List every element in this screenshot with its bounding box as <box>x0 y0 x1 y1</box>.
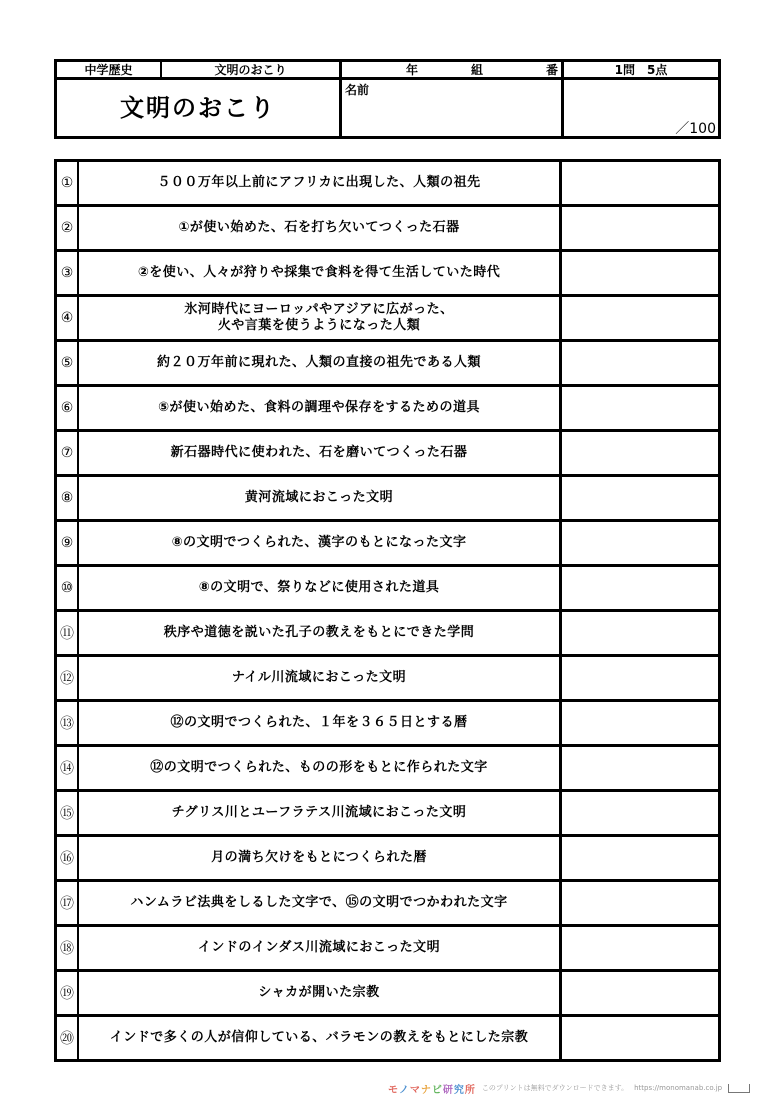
question-row <box>57 252 718 297</box>
question-text: ナイル川流域におこった文明 <box>79 657 562 699</box>
question-row <box>57 882 718 927</box>
question-number: ③ <box>57 252 79 294</box>
footer-note: このプリントは無料でダウンロードできます。 <box>481 1084 629 1092</box>
question-text: ⑫の文明でつくられた、ものの形をもとに作られた文字 <box>79 747 562 789</box>
question-number: ⑫ <box>57 657 79 699</box>
question-row <box>57 792 718 837</box>
worksheet-header <box>54 59 721 139</box>
answer-field[interactable] <box>562 252 718 294</box>
question-text: 秩序や道徳を説いた孔子の教えをもとにできた学問 <box>79 612 562 654</box>
question-text: ①が使い始めた、石を打ち欠いてつくった石器 <box>79 207 562 249</box>
answer-field[interactable] <box>562 432 718 474</box>
answer-field[interactable] <box>562 342 718 384</box>
score-total: ／100 <box>675 121 716 137</box>
question-row <box>57 207 718 252</box>
question-number: ⑯ <box>57 837 79 879</box>
question-text: インドのインダス川流域におこった文明 <box>79 927 562 969</box>
question-text: 黄河流域におこった文明 <box>79 477 562 519</box>
question-number: ⑦ <box>57 432 79 474</box>
answer-field[interactable] <box>562 882 718 924</box>
question-row <box>57 297 718 342</box>
question-text: チグリス川とユーフラテス川流域におこった文明 <box>79 792 562 834</box>
question-number: ⑧ <box>57 477 79 519</box>
answer-field[interactable] <box>562 477 718 519</box>
question-row <box>57 342 718 387</box>
answer-field[interactable] <box>562 972 718 1014</box>
question-row <box>57 837 718 882</box>
question-number: ⑱ <box>57 927 79 969</box>
question-number: ④ <box>57 297 79 339</box>
answer-field[interactable] <box>562 747 718 789</box>
question-text: インドで多くの人が信仰している、バラモンの教えをもとにした宗教 <box>79 1017 562 1059</box>
question-number: ① <box>57 162 79 204</box>
question-text: 氷河時代にヨーロッパやアジアに広がった、 火や言葉を使うようになった人類 <box>79 297 562 339</box>
answer-field[interactable] <box>562 792 718 834</box>
question-text: ⑫の文明でつくられた、１年を３６５日とする暦 <box>79 702 562 744</box>
question-row <box>57 747 718 792</box>
question-text: 月の満ち欠けをもとにつくられた暦 <box>79 837 562 879</box>
question-text: ⑧の文明で、祭りなどに使用された道具 <box>79 567 562 609</box>
score-field[interactable] <box>564 80 718 139</box>
answer-field[interactable] <box>562 297 718 339</box>
number-label: 番 <box>546 63 559 77</box>
question-row <box>57 162 718 207</box>
answer-field[interactable] <box>562 837 718 879</box>
question-row <box>57 477 718 522</box>
question-row <box>57 612 718 657</box>
question-number: ⑨ <box>57 522 79 564</box>
publisher-logo: モノマナビ研究所 <box>388 1084 476 1096</box>
question-number: ⑮ <box>57 792 79 834</box>
name-label: 名前 <box>345 83 370 97</box>
question-number: ⑭ <box>57 747 79 789</box>
question-text: ５００万年以上前にアフリカに出現した、人類の祖先 <box>79 162 562 204</box>
question-number: ⑪ <box>57 612 79 654</box>
answer-field[interactable] <box>562 927 718 969</box>
answer-field[interactable] <box>562 1017 718 1059</box>
year-label: 年 <box>406 63 419 77</box>
question-number: ⑲ <box>57 972 79 1014</box>
question-number: ⑳ <box>57 1017 79 1059</box>
footer <box>388 1080 773 1096</box>
question-row <box>57 567 718 612</box>
question-text: シャカが開いた宗教 <box>79 972 562 1014</box>
answer-field[interactable] <box>562 702 718 744</box>
unit-label: 文明のおこり <box>162 62 342 80</box>
question-row <box>57 657 718 702</box>
name-field[interactable] <box>342 80 564 139</box>
question-text: ハンムラビ法典をしるした文字で、⑮の文明でつかわれた文字 <box>79 882 562 924</box>
question-text: ⑤が使い始めた、食料の調理や保存をするための道具 <box>79 387 562 429</box>
answer-field[interactable] <box>562 387 718 429</box>
answer-field[interactable] <box>562 657 718 699</box>
question-number: ⑩ <box>57 567 79 609</box>
question-row <box>57 972 718 1017</box>
points-per-question: 1問 5点 <box>564 62 718 80</box>
question-row <box>57 387 718 432</box>
question-row <box>57 927 718 972</box>
subject-label: 中学歴史 <box>57 62 162 80</box>
footer-url[interactable]: https://monomanab.co.jp <box>634 1084 723 1092</box>
question-text: 新石器時代に使われた、石を磨いてつくった石器 <box>79 432 562 474</box>
question-text: ②を使い、人々が狩りや採集で食料を得て生活していた時代 <box>79 252 562 294</box>
question-row <box>57 522 718 567</box>
question-row <box>57 702 718 747</box>
question-number: ⑰ <box>57 882 79 924</box>
answer-field[interactable] <box>562 207 718 249</box>
question-row <box>57 432 718 477</box>
page-title: 文明のおこり <box>57 80 342 139</box>
question-number: ⑥ <box>57 387 79 429</box>
answer-field[interactable] <box>562 612 718 654</box>
question-row <box>57 1017 718 1059</box>
footer-box <box>728 1084 750 1093</box>
question-number: ② <box>57 207 79 249</box>
question-text: 約２０万年前に現れた、人類の直接の祖先である人類 <box>79 342 562 384</box>
questions-table <box>54 159 721 1062</box>
class-label: 組 <box>471 63 484 77</box>
answer-field[interactable] <box>562 162 718 204</box>
answer-field[interactable] <box>562 567 718 609</box>
question-text: ⑧の文明でつくられた、漢字のもとになった文字 <box>79 522 562 564</box>
question-number: ⑤ <box>57 342 79 384</box>
question-number: ⑬ <box>57 702 79 744</box>
class-info <box>342 62 564 80</box>
answer-field[interactable] <box>562 522 718 564</box>
